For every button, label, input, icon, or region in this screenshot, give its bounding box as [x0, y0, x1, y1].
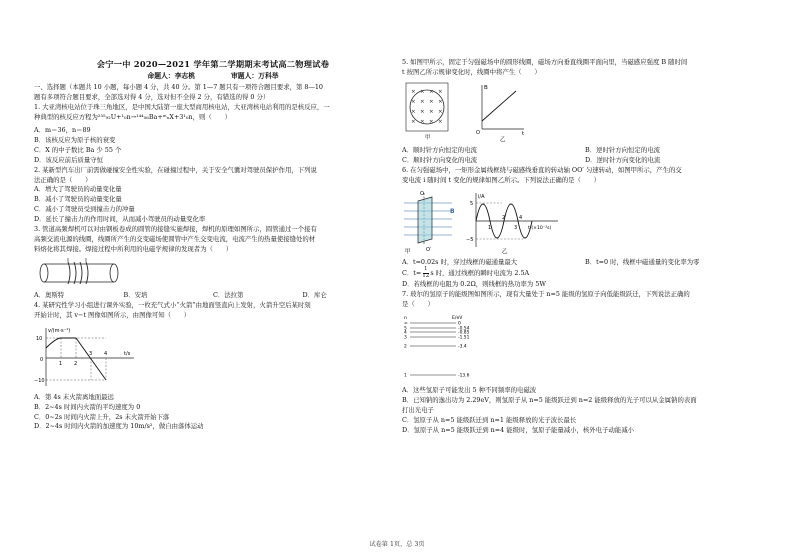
- q6-stem-1: 6. 在匀强磁场中，一矩形金属线框绕与磁感线垂直的转动轴 OO′ 匀速转动，如图甲所示，产生的交: [402, 165, 682, 174]
- q7-stem-2: 是（ ）: [402, 300, 434, 309]
- q3-options: [34, 291, 392, 301]
- q5-axis-t: t: [522, 130, 525, 137]
- q2-option-a: A．增大了驾驶员的动量变化量: [34, 185, 122, 194]
- q6-axis-t: t/(×10⁻²s): [528, 225, 552, 231]
- svg-text:×: ×: [411, 88, 416, 95]
- q5-stem-1: 5. 如图甲所示，固定于匀强磁场中的圆形线圈，磁场方向垂直线圈平面向里，当磁感应强度 B 随时间: [402, 58, 688, 66]
- vt-ytick-neg10: −10: [34, 377, 45, 384]
- q6-ytick-neg5: −5: [466, 236, 474, 243]
- question-3: [34, 225, 392, 301]
- q6-option-c-fraction: [422, 267, 429, 280]
- q6-option-d: D．若线框的电阻为 0.2Ω，则线框的热功率为 5W: [402, 280, 546, 289]
- q6-xtick-1: 1: [488, 224, 492, 231]
- vt-ytick-10: 10: [36, 335, 43, 342]
- q6-option-c-num: 1: [423, 266, 428, 273]
- pipe-coil-diagram: [34, 258, 124, 288]
- q3-stem-3: 料熔化将其焊接。焊接过程中所利用的电磁学规律的发现者为（ ）: [34, 244, 233, 253]
- svg-text:×: ×: [411, 118, 416, 125]
- q1-stem-pre: 种典型的核反应方程为: [34, 113, 98, 121]
- svg-text:B: B: [450, 207, 455, 215]
- q5-axis-b: B: [484, 84, 488, 91]
- energy-level-diagram: [402, 313, 768, 383]
- q6-option-c: [402, 267, 768, 280]
- q3-stem-2: 高频交流电源的线圈，线圈所产生的交变磁场使圆管中产生交变电流，电流产生的热量使接缝处的材: [34, 235, 316, 244]
- q6-xtick-4: 4: [519, 214, 523, 221]
- q5-stem-2: t 按图乙所示规律变化时，线圈中将产生（ ）: [402, 67, 541, 76]
- svg-text:×: ×: [438, 88, 443, 95]
- energy-level-n-3: 3: [404, 335, 407, 341]
- q6-axis-i: i/A: [478, 193, 485, 200]
- svg-text:×: ×: [420, 108, 425, 115]
- q5-options-row2: [402, 156, 768, 166]
- q1-option-c: C．X 的中子数比 Ba 少 55 个: [34, 145, 122, 154]
- q3-stem-1: 3. 管道高频焊机可以对由钢板卷成的圆管的接缝实施焊接，焊机的原理如图所示，圆管通过一个接有: [34, 225, 317, 234]
- q1-stem-1: 1. 大亚湾核电站位于珠三角地区，是中国大陆第一座大型商用核电站，大亚湾核电站利用的是核反应，一: [34, 103, 330, 112]
- svg-text:×: ×: [429, 88, 434, 95]
- q6-option-c-post: s 时，通过线框的瞬时电流为 2.5A: [430, 268, 530, 277]
- q1-option-a: A．m＝36，n＝89: [34, 125, 91, 134]
- q6-label-yi: 乙: [502, 248, 508, 255]
- energy-level-n-0: ∞: [404, 321, 408, 327]
- q3-option-b: B．安培: [123, 290, 148, 299]
- svg-text:O′: O′: [426, 246, 432, 253]
- q5-label-jia: 甲: [425, 134, 431, 141]
- q6-figure-svg: [402, 189, 562, 255]
- q2-stem-1: 2. 某新型汽车出厂前需做碰撞安全性实验，在碰撞过程中，关于安全气囊对驾驶员保护作用，下列说: [34, 165, 317, 174]
- page-footer: 试卷第 1页，总 3页: [369, 541, 425, 548]
- svg-text:×: ×: [429, 98, 434, 105]
- q4-stem-1: 4. 某研究性学习小组进行课外实验，一枚充气式小“火箭”由地面竖直向上发射，火箭升空后某时刻: [34, 300, 311, 309]
- vt-xtick-3: 3: [89, 350, 93, 357]
- q7-option-b-2: 打出光电子: [402, 405, 434, 414]
- q6-xtick-2: 2: [502, 214, 506, 221]
- energy-level-e-2: -0.85: [458, 330, 470, 336]
- q4-stem-2: 开始计时，其 v−t 图像如图所示，由图像可知（ ）: [34, 310, 191, 319]
- vt-ytick-0: 0: [40, 356, 44, 363]
- q6-option-a: A．t=0.02s 时，穿过线框的磁通量最大: [402, 257, 518, 266]
- q1-equation: ²³⁵₉₂U+¹₀n→¹⁴⁴₅₆Ba+ᵐₙX+3¹₀n: [97, 113, 193, 121]
- q5-option-b: B．逆时针方向恒定的电流: [585, 145, 660, 154]
- svg-text:×: ×: [420, 118, 425, 125]
- q5-origin: O: [476, 129, 480, 136]
- vt-xlabel: t/s: [124, 350, 131, 357]
- question-6: [402, 166, 768, 290]
- q6-figure: [402, 189, 768, 255]
- q3-option-c: C．法拉第: [213, 290, 244, 299]
- q6-option-c-den: 12: [422, 273, 430, 280]
- author: 命题人：李志桃: [147, 71, 195, 80]
- welding-pipe-figure: [34, 258, 392, 288]
- q5-figure: [402, 81, 768, 143]
- svg-text:n: n: [404, 315, 407, 321]
- energy-level-e-5: -13.6: [458, 373, 470, 379]
- q4-option-d: D．2~4s 时间内火箭的加速度为 10m/s²，做自由落体运动: [34, 422, 204, 431]
- svg-text:×: ×: [429, 108, 434, 115]
- energy-level-e-1: -0.54: [458, 326, 470, 332]
- section-heading: 一、选择题（本题共 10 小题，每小题 4 分，共 40 分。第 1—7 题只有一项符合题目要求，第 8—10: [34, 83, 324, 92]
- energy-level-n-1: 5: [404, 326, 407, 332]
- energy-level-e-3: -1.51: [458, 335, 470, 341]
- energy-level-e-0: 0: [458, 321, 461, 327]
- q7-option-b-1: B．已知钠的逸出功为 2.29eV，则氢原子从 n=5 能级跃迁到 n=2 能级释放的光子可以从金属钠的表面: [402, 395, 697, 404]
- vt-xtick-1: 1: [59, 360, 63, 367]
- energy-level-svg: [402, 313, 522, 383]
- q6-ytick-5: 5: [470, 200, 474, 207]
- q4-option-a: A．第 4s 末火箭离地面最远: [34, 392, 114, 401]
- q1-option-d: D．该反应前后质量守恒: [34, 155, 104, 164]
- svg-text:O: O: [420, 190, 424, 197]
- svg-text:×: ×: [411, 98, 416, 105]
- q6-stem-2: 变电流 i 随时间 t 变化的规律如图乙所示。下列说法正确的是（ ）: [402, 175, 601, 184]
- vt-graph: [34, 324, 392, 390]
- q7-stem-1: 7. 玻尔的氢原子的能级图如图所示，现有大量处于 n=5 能级的氢原子向低能级跃迁，下列说法正确的: [402, 290, 690, 299]
- vt-graph-svg: [34, 324, 144, 390]
- energy-level-n-2: 4: [404, 330, 407, 336]
- q4-option-c: C．0~2s 时间内火箭上升，2s 末火箭开始下落: [34, 412, 170, 421]
- svg-text:×: ×: [438, 98, 443, 105]
- vt-ylabel: v/(m·s⁻¹): [48, 327, 71, 334]
- svg-text:×: ×: [420, 98, 425, 105]
- q1-option-b: B．该核反应为原子核的衰变: [34, 135, 116, 144]
- vt-xtick-2: 2: [74, 360, 78, 367]
- authors-line: [34, 71, 392, 82]
- svg-text:×: ×: [411, 108, 416, 115]
- q7-option-a: A．这些氢原子可能发出 5 种不同频率的电磁波: [402, 385, 537, 394]
- q7-option-c: C．氢原子从 n=5 能级跃迁到 n=1 能级释放的光子波长最长: [402, 415, 577, 424]
- energy-axis-label: E/eV: [452, 315, 463, 321]
- q3-option-a: A．奥斯特: [34, 290, 65, 299]
- q5-options-row1: [402, 146, 768, 156]
- q1-stem-post: ，则（ ）: [192, 113, 231, 121]
- q5-option-d: D．逆时针方向变化的电流: [585, 155, 661, 164]
- q6-option-b: B．t=0 时，线框中磁通量的变化率为零: [585, 257, 700, 266]
- q2-option-d: D．延长了撞击力的作用时间，从而减小驾驶员的动量变化率: [34, 215, 206, 224]
- question-4: [34, 301, 392, 433]
- q4-option-b: B．2~4s 时间内火箭的平均速度为 0: [34, 402, 141, 411]
- energy-level-n-5: 1: [404, 373, 407, 379]
- vt-xtick-4: 4: [104, 350, 108, 357]
- q3-option-d: D．库仑: [302, 290, 327, 299]
- svg-text:×: ×: [429, 118, 434, 125]
- left-column: [34, 58, 392, 432]
- q5-option-a: A．顺时针方向恒定的电流: [402, 145, 477, 154]
- q5-figure-svg: [402, 81, 532, 143]
- svg-text:×: ×: [438, 108, 443, 115]
- q2-option-b: B．减小了驾驶员的动量变化量: [34, 195, 122, 204]
- svg-text:×: ×: [438, 118, 443, 125]
- question-5: [402, 58, 768, 166]
- energy-level-e-4: -3.4: [458, 344, 467, 350]
- q5-label-yi: 乙: [500, 136, 506, 143]
- right-column: [402, 58, 768, 436]
- energy-level-n-4: 2: [404, 344, 407, 350]
- q2-stem-2: 法正确的是（ ）: [34, 175, 92, 184]
- page-title: 会宁一中 2020—2021 学年第二学期期末考试高二物理试卷: [96, 59, 330, 69]
- q6-options-row1: [402, 258, 768, 268]
- q6-label-jia: 甲: [405, 248, 411, 255]
- q2-option-c: C．减小了驾驶员受到撞击力的冲量: [34, 205, 135, 214]
- q7-option-d: D．氢原子从 n=5 能级跃迁到 n=4 能级时，氢原子能量减小，核外电子动能减小: [402, 425, 635, 434]
- section-heading-2: 题有多项符合题目要求，全部选对得 4 分，选对但不全得 2 分，有错选的得 0 分）: [34, 93, 270, 102]
- svg-text:×: ×: [420, 88, 425, 95]
- q6-xtick-3: 3: [514, 224, 518, 231]
- q1-stem-2: [34, 113, 392, 123]
- q6-option-c-pre: C．t=: [402, 268, 422, 277]
- reviewer: 审题人：万科举: [231, 71, 279, 80]
- question-7: [402, 290, 768, 435]
- question-2: [34, 166, 392, 226]
- q5-option-c: C．顺时针方向变化的电流: [402, 155, 478, 164]
- question-1: [34, 103, 392, 166]
